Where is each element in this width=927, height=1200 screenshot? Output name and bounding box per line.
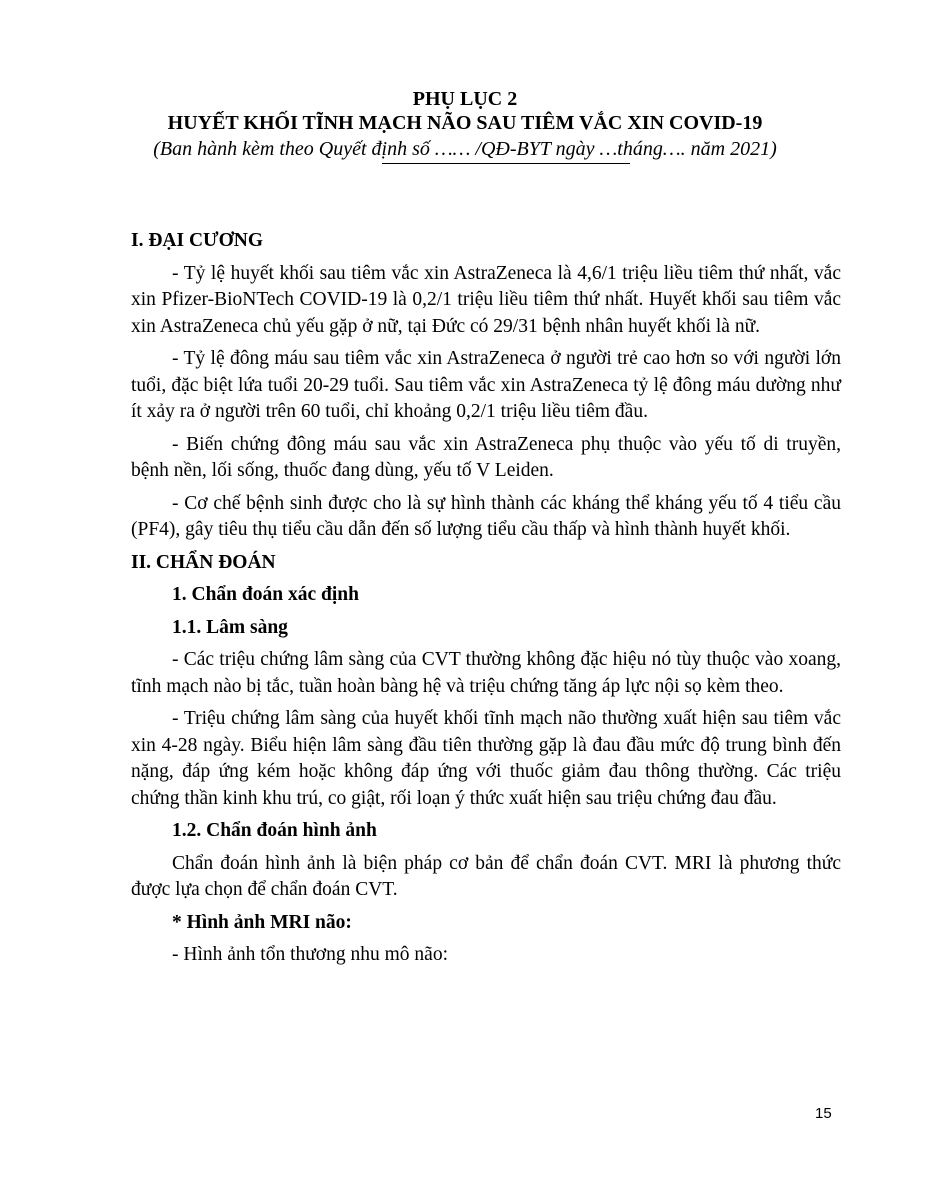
section-heading-overview: I. ĐẠI CƯƠNG (131, 230, 263, 251)
clinical-paragraph: - Các triệu chứng lâm sàng của CVT thường không đặc hiệu nó tùy thuộc vào xoang, tĩnh mạch nào bị tắc, tuần hoàn bàng hệ và triệu chứng tăng áp lực nội sọ kèm theo. (131, 649, 841, 697)
subheading-definitive-diagnosis: 1. Chẩn đoán xác định (172, 584, 359, 605)
overview-paragraph: - Biến chứng đông máu sau vắc xin AstraZeneca phụ thuộc vào yếu tố di truyền, bệnh nền, lối sống, thuốc đang dùng, yếu tố V Leiden. (131, 433, 841, 481)
mri-item: - Hình ảnh tổn thương nhu mô não: (172, 944, 448, 965)
page-number: 15 (815, 1105, 832, 1122)
appendix-label: PHỤ LỤC 2 (412, 88, 518, 110)
overview-paragraph: - Cơ chế bệnh sinh được cho là sự hình thành các kháng thể kháng yếu tố 4 tiểu cầu (PF4), gây tiêu thụ tiểu cầu dẫn đến số lượng tiểu cầu thấp và hình thành huyết khối. (131, 492, 841, 540)
mri-heading: * Hình ảnh MRI não: (172, 911, 352, 933)
overview-paragraph: - Tỷ lệ đông máu sau tiêm vắc xin AstraZeneca ở người trẻ cao hơn so với người lớn tuổi, đặc biệt lứa tuổi 20-29 tuổi. Sau tiêm vắc xin AstraZeneca tỷ lệ đông máu dường như ít xảy ra ở người trên 60 tuổi, chỉ khoảng 0,2/1 triệu liều tiêm đầu. (131, 348, 841, 422)
document-title: HUYẾT KHỐI TĨNH MẠCH NÃO SAU TIÊM VẮC XIN COVID-19 (167, 112, 763, 134)
document-subtitle: (Ban hành kèm theo Quyết định số …… /QĐ-BYT ngày …tháng…. năm 2021) (153, 138, 777, 160)
overview-paragraph: - Tỷ lệ huyết khối sau tiêm vắc xin AstraZeneca là 4,6/1 triệu liều tiêm thứ nhất, vắc xin Pfizer-BioNTech COVID-19 là 0,2/1 triệu liều tiêm thứ nhất. Huyết khối sau tiêm vắc xin AstraZeneca chủ yếu gặp ở nữ, tại Đức có 29/31 bệnh nhân huyết khối là nữ. (131, 262, 841, 337)
section-heading-diagnosis: II. CHẨN ĐOÁN (131, 551, 276, 573)
subheading-clinical: 1.1. Lâm sàng (172, 616, 288, 638)
document-body (131, 228, 841, 975)
decree-underline (382, 163, 630, 164)
clinical-paragraph: - Triệu chứng lâm sàng của huyết khối tĩnh mạch não thường xuất hiện sau tiêm vắc xin 4-28 ngày. Biểu hiện lâm sàng đầu tiên thường gặp là đau đầu mức độ trung bình đến nặng, đáp ứng kém hoặc không đáp ứng với thuốc giảm đau thông thường. Các triệu chứng thần kinh khu trú, co giật, rối loạn ý thức xuất hiện sau triệu chứng đau đầu. (131, 708, 841, 809)
imaging-paragraph: Chẩn đoán hình ảnh là biện pháp cơ bản để chẩn đoán CVT. MRI là phương thức được lựa chọn để chẩn đoán CVT. (131, 852, 841, 900)
subheading-imaging: 1.2. Chẩn đoán hình ảnh (172, 820, 377, 841)
